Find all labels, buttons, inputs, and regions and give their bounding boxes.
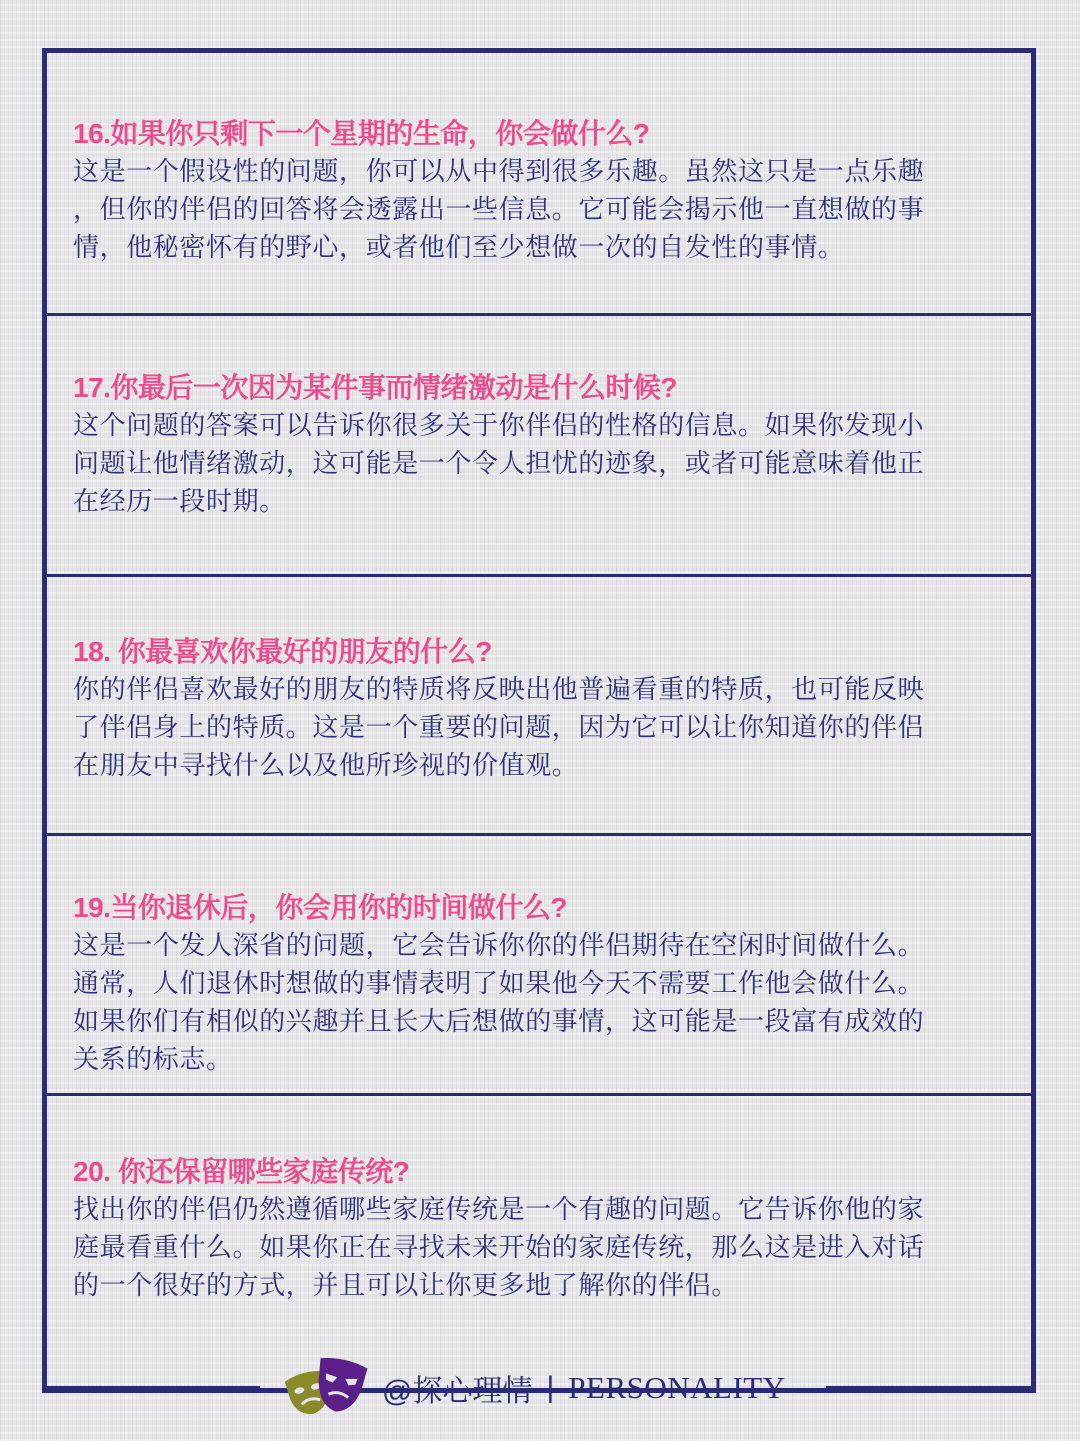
question-body	[73, 1191, 1005, 1305]
body-line: 通常，人们退休时想做的事情表明了如果他今天不需要工作他会做什么。	[73, 969, 925, 999]
body-line: 情，他秘密怀有的野心，或者他们至少想做一次的自发性的事情。	[73, 233, 845, 263]
question-17	[47, 369, 1031, 521]
question-title: 18. 你最喜欢你最好的朋友的什么?	[73, 636, 492, 667]
body-line: 在朋友中寻找什么以及他所珍视的价值观。	[73, 751, 579, 781]
question-18	[47, 633, 1031, 785]
section-divider	[47, 1093, 1031, 1096]
body-line: 如果你们有相似的兴趣并且长大后想做的事情，这可能是一段富有成效的	[73, 1007, 925, 1037]
question-title: 20. 你还保留哪些家庭传统?	[73, 1156, 410, 1187]
body-line: 问题让他情绪激动，这可能是一个令人担忧的迹象，或者可能意味着他正	[73, 449, 925, 479]
footer-label	[382, 1366, 786, 1410]
body-line: 这是一个假设性的问题，你可以从中得到很多乐趣。虽然这只是一点乐趣	[73, 157, 925, 187]
question-title: 17.你最后一次因为某件事而情绪激动是什么时候?	[73, 372, 678, 403]
section-divider	[47, 574, 1031, 577]
question-20	[47, 1153, 1031, 1305]
body-line: 的一个很好的方式，并且可以让你更多地了解你的伴侣。	[73, 1271, 739, 1301]
body-line: 在经历一段时期。	[73, 487, 286, 517]
body-line: ，但你的伴侣的回答将会透露出一些信息。它可能会揭示他一直想做的事	[73, 195, 925, 225]
footer-separator: |	[546, 1371, 555, 1404]
footer-rule-left	[42, 1386, 260, 1391]
body-line: 关系的标志。	[73, 1045, 233, 1075]
footer-rule-right	[826, 1386, 1036, 1391]
body-line: 庭最看重什么。如果你正在寻找未来开始的家庭传统，那么这是进入对话	[73, 1233, 925, 1263]
content-frame	[42, 48, 1036, 1393]
body-line: 了伴侣身上的特质。这是一个重要的问题，因为它可以让你知道你的伴侣	[73, 713, 925, 743]
footer	[0, 1358, 1080, 1418]
question-title: 16.如果你只剩下一个星期的生命，你会做什么?	[73, 118, 650, 149]
question-16	[47, 115, 1031, 267]
question-body	[73, 407, 1005, 521]
question-19	[47, 889, 1031, 1079]
question-title: 19.当你退休后，你会用你的时间做什么?	[73, 892, 568, 923]
brand-name: PERSONALITY	[568, 1370, 786, 1405]
account-handle: @探心理情	[382, 1375, 533, 1408]
theater-masks-icon	[280, 1358, 372, 1418]
body-line: 你的伴侣喜欢最好的朋友的特质将反映出他普遍看重的特质，也可能反映	[73, 675, 925, 705]
question-body	[73, 927, 1005, 1079]
body-line: 这个问题的答案可以告诉你很多关于你伴侣的性格的信息。如果你发现小	[73, 411, 925, 441]
question-body	[73, 153, 1005, 267]
section-divider	[47, 313, 1031, 316]
body-line: 找出你的伴侣仍然遵循哪些家庭传统是一个有趣的问题。它告诉你他的家	[73, 1195, 925, 1225]
section-divider	[47, 833, 1031, 836]
question-body	[73, 671, 1005, 785]
body-line: 这是一个发人深省的问题，它会告诉你你的伴侣期待在空闲时间做什么。	[73, 931, 925, 961]
